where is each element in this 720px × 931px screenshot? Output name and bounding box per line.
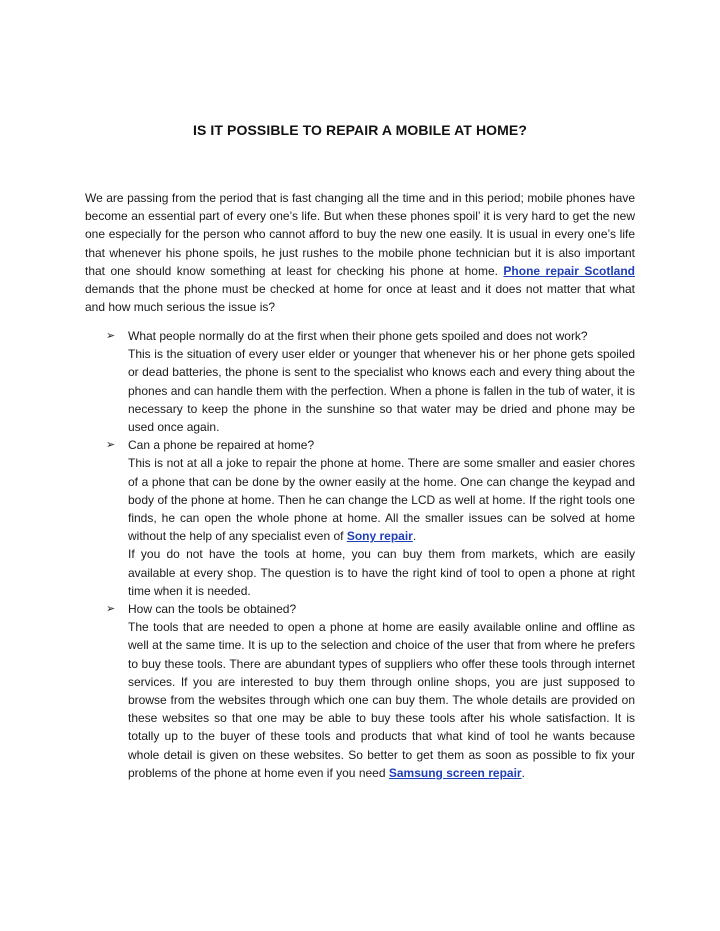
sony-repair-link[interactable]: Sony repair [346,529,413,544]
answer-text: The tools that are needed to open a phone at home are easily available online and offline as well at the same time. It is up to the selection and choice of the user that from where he prefers to buy these tools. There are abundant types of suppliers who offer these tools through internet services. If you are interested to buy them through online shops, you are just supposed to browse from the websites through which one can buy them. The whole details are provided on these websites so that one may be able to buy these tools after his whole satisfaction. It is totally up to the buyer of these tools and products that what kind of tool he wants because whole detail is given on these websites. So better to get them as soon as possible to fix your problems of the phone at home even if you need [128,620,635,780]
question-list [106,327,635,782]
answer-paragraph [128,618,635,782]
answer-paragraph: This is the situation of every user elder or younger that whenever his or her phone gets spoiled or dead batteries, the phone is sent to the specialist who knows each and every thing about the phones and can handle them with the perfection. When a phone is fallen in the tub of water, it is necessary to keep the phone in the sunshine so that water may be dried and phone may be used once again. [128,347,635,435]
question-heading: How can the tools be obtained? [128,602,297,617]
phone-repair-scotland-link[interactable]: Phone repair Scotland [503,263,635,278]
answer-text: This is not at all a joke to repair the phone at home. There are some smaller and easier chores of a phone that can be done by the owner easily at the home. One can change the keypad and body of the phone at home. Then he can change the LCD as well at home. If the right tools one finds, he can open the whole phone at home. All the smaller issues can be solved at home without the help of any specialist even of [128,456,635,544]
intro-text: We are passing from the period that is fast changing all the time and in this period; mobile phones have become an essential part of every one’s life. But when these phones spoil’ it is very hard to get the new one especially for the person who cannot afford to buy the new one easily. It is usual in every one’s life that whenever his phone spoils, he just rushes to the mobile phone technician but it is also important that one should know something at least for checking his phone at home. [85,191,635,278]
answer-text-end: . [521,765,525,780]
intro-text-continued: demands that the phone must be checked at home for once at least and it does not matter that what and how much serious the issue is? [85,282,635,315]
list-item [106,600,635,782]
samsung-screen-repair-link[interactable]: Samsung screen repair [388,765,522,780]
arrowhead-bullet-icon: ➢ [106,603,116,616]
answer-paragraph: If you do not have the tools at home, you can buy them from markets, which are easily available at every shop. The question is to have the right kind of tool to open a phone at right time when it is needed. [128,547,635,598]
arrowhead-bullet-icon: ➢ [106,439,116,452]
intro-paragraph [85,189,635,316]
question-heading: Can a phone be repaired at home? [128,438,315,453]
answer-paragraph [128,454,635,545]
arrowhead-bullet-icon: ➢ [106,330,116,342]
list-item [106,436,635,600]
question-heading: What people normally do at the first when their phone gets spoiled and does not work? [128,329,588,343]
answer-text-end: . [412,529,417,544]
list-item [106,327,635,436]
page-title: IS IT POSSIBLE TO REPAIR A MOBILE AT HOME? [193,122,527,138]
